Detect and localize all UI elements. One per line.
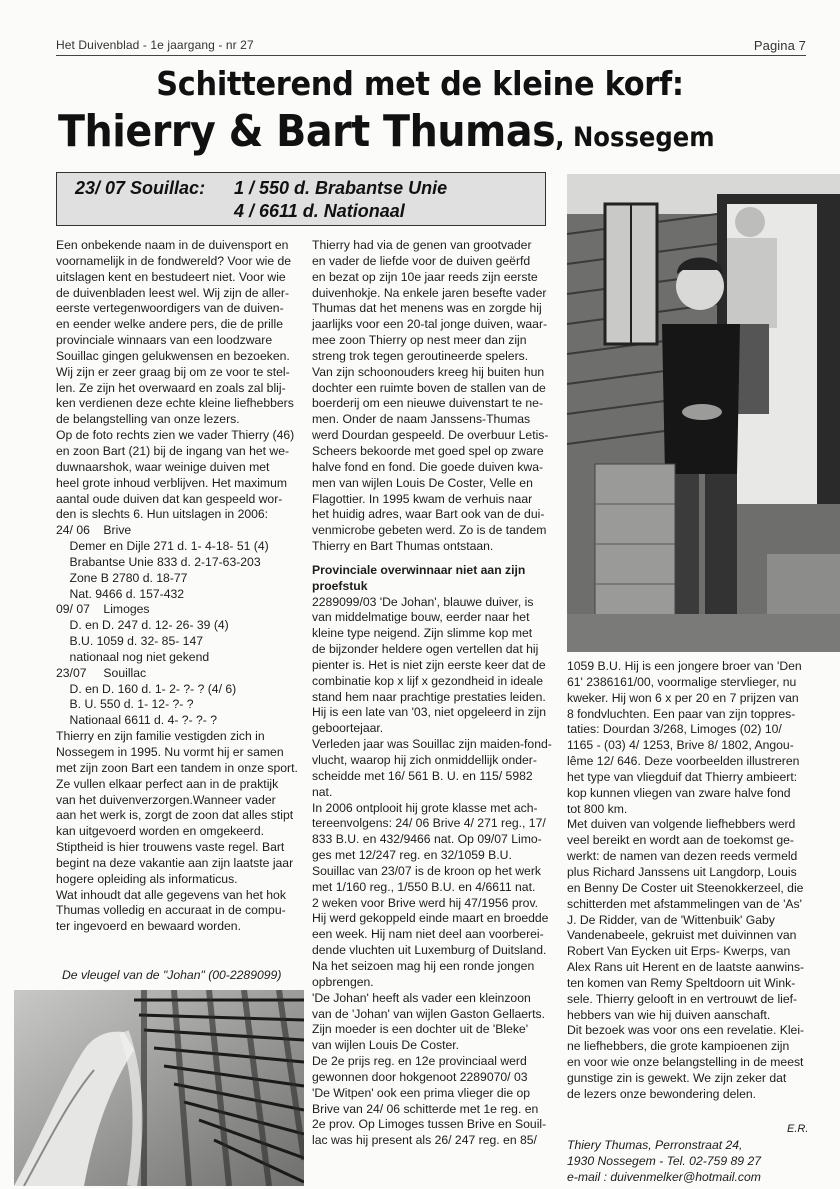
highlight-date: 23/ 07 Souillac: bbox=[75, 178, 206, 198]
author-initials: E.R. bbox=[787, 1123, 809, 1135]
wing-illustration bbox=[14, 990, 304, 1186]
column-1 bbox=[56, 238, 302, 935]
wing-photo bbox=[14, 990, 304, 1186]
results-list: 24/ 06 Brive Demer en Dijle 271 d. 1- 4-18- 51 (4) Brabantse Unie 833 d. 2-17-63-203 Zone B 2780 d. 18-77 Nat. 9466 d. 157-432 09/ 07 Limoges D. en D. 247 d. 12- 26- 39 (4) B.U. 1059 d. 32- 85- 147 nationaal nog niet gekend 23/07 Souillac D. en D. 160 d. 1- 2- ?- ? (4/ 6) B. U. 550 d. 1- 12- ?- ? Nationaal 6611 d. 4- ?- ?- ? bbox=[56, 523, 269, 728]
highlight-line2: 4 / 6611 d. Nationaal bbox=[234, 201, 405, 221]
contact-address: Thiery Thumas, Perronstraat 24, 1930 Nossegem - Tel. 02-759 89 27 e-mail : duivenmelker@hotmail.com bbox=[567, 1138, 761, 1184]
sibling-paragraph: 1059 B.U. Hij is een jongere broer van 'Den 61' 2386161/00, voormalige stervlieger, nu kweker. Hij won 6 x per 20 en 7 prijzen van 8 fondvluchten. Een paar van zijn toppres- taties: Dourdan 3/268, Limoges (02) 10/ 1165 - (03) 4/ 1253, Brive 8/ 1802, Angou- lême 12/ 646. Deze voorbeelden illustreren het type van vliegduif dat Thierry ambieert: kop kunnen vliegen van zware halve fond tot 800 km. Met duiven van volgende liefhebbers werd veel bereikt en wordt aan de toekomst ge- werkt: de namen van dezen reeds vermeld plus Richard Janssens uit Langdorp, Louis en Benny De Coster uit Steenokkerzeel, die schitterden met afstammelingen van de 'As' J. De Ridder, van de 'Wittenbuik' Gaby Vandenabeele, gekruist met duivinnen van Robert Van Eycken uit Erps- Kwerps, van Alex Rans uit Herent en de laatste aanwins- ten komen van Remy Speltdoorn uit Wink- sele. Thierry gelooft in en vertrouwt de lief- hebbers van wie hij duiven aanschaft. Dit bezoek was voor ons een revelatie. Klei- ne liefhebbers, die grote kampioenen zijn en voor wie onze belangstelling in de meest gunstige zin is gewekt. We zijn zeker dat de lezers onze bewondering delen. bbox=[567, 659, 805, 1101]
highlight-line1: 1 / 550 d. Brabantse Unie bbox=[234, 178, 448, 198]
wing-photo-caption: De vleugel van de "Johan" (00-2289099) bbox=[62, 968, 282, 982]
johan-paragraph: 2289099/03 'De Johan', blauwe duiver, is van middelmatige bouw, eerder naar het kleine type neigend. Zijn slimme kop met de bijzonder heldere ogen vertellen dat hij pienter is. Het is niet zijn eerste keer dat de combinatie kop x lijf x gezondheid in ideale stand hem naar prachtige prestaties leiden. Hij is een late van '03, niet opgeleerd in zijn geboortejaar. Verleden jaar was Souillac zijn maiden-fond- vlucht, waarop hij zich onmiddellijk onder- scheidde met 16/ 561 B. U. en 115/ 5982 nat. In 2006 ontplooit hij grote klasse met ach- tereenvolgens: 24/ 06 Brive 4/ 271 reg., 17/ 833 B.U. en 432/9466 nat. Op 09/07 Limo- ges met 12/247 reg. en 32/1059 B.U. Souillac van 23/07 is de kroon op het werk met 1/160 reg., 1/550 B.U. en 4/6611 nat. 2 weken voor Brive werd hij 47/1956 prov. Hij werd gekoppeld einde maart en broedde een week. Hij nam niet deel aan voorberei- dende vluchten uit Luxemburg of Duitsland. Na het seizoen mag hij een ronde jongen opbrengen. 'De Johan' heeft als vader een kleinzoon van de 'Johan' van wijlen Gaston Gellaerts. Zijn moeder is een dochter uit de 'Bleke' van wijlen Louis De Coster. De 2e prijs reg. en 12e provinciaal werd gewonnen door hokgenoot 2289070/ 03 'De Witpen' ook een prima vlieger die op Brive van 24/ 06 schitterde met 1e reg. en 2e prov. Op Limoges tussen Brive en Souil- lac was hij present als 26/ 247 reg. en 85/ bbox=[312, 594, 552, 1148]
page-title-line2 bbox=[58, 106, 715, 157]
loft-entrance-illustration bbox=[567, 174, 840, 652]
title-names: Thierry & Bart Thumas bbox=[58, 106, 556, 157]
page-number: Pagina 7 bbox=[753, 38, 806, 53]
intro-paragraph: Een onbekende naam in de duivensport en voornamelijk in de fondwereld? Voor wie de uitslagen kent en bestudeert niet. Voor wie de duivenbladen leest wel. Wij zijn de aller- eerste vertegenwoordigers van de duiven- en eender welke andere pers, die de prille provinciale winnaars van een loodzware Souillac gingen gelukwensen en bezoeken. Wij zijn er zeer graag bij om ze voor te stel- len. Ze zijn het overwaard en zoals zal blij- ken verdienen deze echte kleine liefhebbers de belangstelling van onze lezers. Op de foto rechts zien we vader Thierry (46) en zoon Bart (21) bij de ingang van het we- duwnaarshok, waar weinige duiven met heel grote inhoud verblijven. Het maximum aantal oude duiven dat kan gespeeld wor- den is slechts 6. Hun uitslagen in 2006: bbox=[56, 238, 295, 522]
result-highlight-box bbox=[56, 172, 546, 226]
outro-paragraph: Thierry en zijn familie vestigden zich in Nossegem in 1995. Nu vormt hij er samen met zijn zoon Bart een tandem in onze sport. Ze vullen elkaar perfect aan in de praktijk van het duivenverzorgen.Wanneer vader aan het werk is, zorgt de zoon dat alles stipt kan uitgevoerd worden en omgekeerd. Stiptheid is hier trouwens vaste regel. Bart begint na deze vakantie aan zijn laatste jaar hogere opleiding als informaticus. Wat inhoudt dat alle gegevens van het hok Thumas volledig en accuraat in de compu- ter ingevoerd en bewaard worden. bbox=[56, 729, 298, 934]
section-heading: Provinciale overwinnaar niet aan zijn proefstuk bbox=[312, 562, 526, 593]
title-location: , Nossegem bbox=[555, 122, 715, 153]
column-3 bbox=[567, 659, 813, 1103]
page-title-line1: Schitterend met de kleine korf: bbox=[156, 64, 684, 103]
running-header-left: Het Duivenblad - 1e jaargang - nr 27 bbox=[56, 38, 254, 52]
header-rule bbox=[56, 55, 806, 56]
column-2 bbox=[312, 238, 558, 1149]
history-paragraph: Thierry had via de genen van grootvader en vader de liefde voor de duiven geërfd en bezat op zijn 10e jaar reeds zijn eerste duivenhokje. Na enkele jaren besefte vader Thumas dat het menens was en zorgde hij jaarlijks voor een 20-tal jonge duiven, waar- mee zoon Thierry op nest meer dan zijn streng trok tegen geroutineerde spelers. Van zijn schoonouders kreeg hij buiten hun dochter een ruimte boven de stallen van de boerderij om een nieuwe duivenstart te ne- men. Onder de naam Janssens-Thumas werd Dourdan gespeeld. De overbuur Letis- Scheers bekoorde met goed spel op zware halve fond en fond. Die goede duiven kwa- men van wijlen Louis De Coster, Velle en Flagottier. In 1995 kwam de verhuis naar het huidig adres, waar Bart ook van de dui- venmicrobe gebeten werd. Zo is de tandem Thierry en Bart Thumas ontstaan. bbox=[312, 238, 549, 554]
main-photo bbox=[567, 174, 840, 652]
